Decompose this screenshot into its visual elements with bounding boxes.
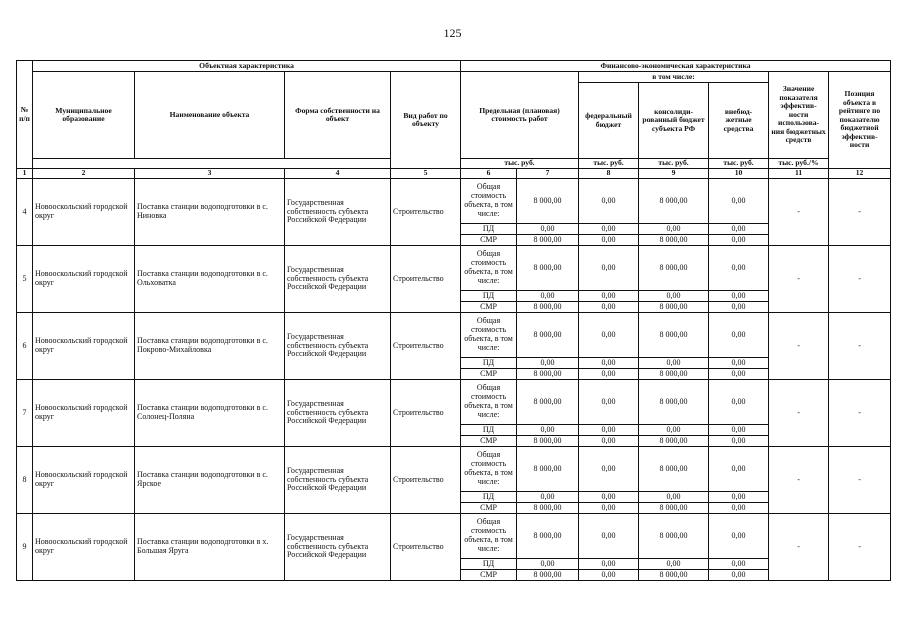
table-row	[17, 447, 891, 492]
row-object-name: Поставка станции водоподготовки в с. Ярское	[135, 447, 285, 514]
row-number: 9	[17, 514, 33, 581]
col-number: 7	[517, 169, 579, 179]
row-extrabudget-value: 0,00	[709, 235, 769, 246]
row-efficiency: -	[769, 246, 829, 313]
row-federal-value: 0,00	[579, 302, 639, 313]
row-extrabudget-value: 0,00	[709, 302, 769, 313]
row-ownership: Государственная собственность субъекта Российской Федерации	[285, 447, 391, 514]
row-cost-label: Общая стоимость объекта, в том числе:	[461, 313, 517, 358]
row-cost-value: 8 000,00	[517, 380, 579, 425]
row-cost-value: 0,00	[517, 358, 579, 369]
row-extrabudget-value: 0,00	[709, 503, 769, 514]
table-row	[17, 313, 891, 358]
row-work-type: Строительство	[391, 246, 461, 313]
row-cost-label: ПД	[461, 358, 517, 369]
row-extrabudget-value: 0,00	[709, 436, 769, 447]
row-federal-value: 0,00	[579, 503, 639, 514]
header-extrabudget: внебюд- жетные средства	[709, 83, 769, 159]
row-cost-value: 8 000,00	[517, 179, 579, 224]
row-federal-value: 0,00	[579, 514, 639, 559]
row-cost-value: 8 000,00	[517, 313, 579, 358]
row-rating: -	[829, 447, 891, 514]
row-cost-value: 8 000,00	[517, 503, 579, 514]
col-number: 12	[829, 169, 891, 179]
row-work-type: Строительство	[391, 179, 461, 246]
row-number: 8	[17, 447, 33, 514]
row-cost-value: 8 000,00	[517, 514, 579, 559]
row-municipality: Новооскольский городской округ	[33, 380, 135, 447]
row-efficiency: -	[769, 179, 829, 246]
row-cost-value: 8 000,00	[517, 235, 579, 246]
row-consolidated-value: 0,00	[639, 492, 709, 503]
row-cost-value: 0,00	[517, 425, 579, 436]
row-federal-value: 0,00	[579, 291, 639, 302]
row-ownership: Государственная собственность субъекта Российской Федерации	[285, 246, 391, 313]
row-municipality: Новооскольский городской округ	[33, 447, 135, 514]
row-cost-value: 8 000,00	[517, 570, 579, 581]
row-consolidated-value: 0,00	[639, 224, 709, 235]
row-consolidated-value: 8 000,00	[639, 179, 709, 224]
row-efficiency: -	[769, 447, 829, 514]
row-municipality: Новооскольский городской округ	[33, 514, 135, 581]
row-federal-value: 0,00	[579, 570, 639, 581]
row-cost-label: СМР	[461, 503, 517, 514]
table-row	[17, 380, 891, 425]
table-row	[17, 514, 891, 559]
row-consolidated-value: 0,00	[639, 358, 709, 369]
header-efficiency: Значение показателя эффектив- ности использова- ния бюджетных средств	[769, 72, 829, 159]
col-number: 3	[135, 169, 285, 179]
row-cost-label: СМР	[461, 570, 517, 581]
page-number: 125	[443, 26, 462, 40]
header-federal: федеральный бюджет	[579, 83, 639, 159]
header-unit-consolidated: тыс. руб.	[639, 159, 709, 169]
col-number: 2	[33, 169, 135, 179]
row-cost-label: ПД	[461, 224, 517, 235]
investment-objects-table	[16, 60, 891, 581]
row-consolidated-value: 8 000,00	[639, 302, 709, 313]
row-cost-value: 8 000,00	[517, 302, 579, 313]
col-number: 10	[709, 169, 769, 179]
row-consolidated-value: 8 000,00	[639, 380, 709, 425]
row-cost-value: 8 000,00	[517, 436, 579, 447]
row-work-type: Строительство	[391, 313, 461, 380]
header-including: в том числе:	[579, 72, 769, 83]
row-federal-value: 0,00	[579, 425, 639, 436]
row-ownership: Государственная собственность субъекта Российской Федерации	[285, 380, 391, 447]
row-object-name: Поставка станции водоподготовки в с. Покрово-Михайловка	[135, 313, 285, 380]
row-municipality: Новооскольский городской округ	[33, 246, 135, 313]
row-cost-label: Общая стоимость объекта, в том числе:	[461, 380, 517, 425]
row-cost-value: 0,00	[517, 559, 579, 570]
row-efficiency: -	[769, 313, 829, 380]
row-consolidated-value: 8 000,00	[639, 246, 709, 291]
row-ownership: Государственная собственность субъекта Российской Федерации	[285, 514, 391, 581]
header-unit-efficiency: тыс. руб./%	[769, 159, 829, 169]
row-extrabudget-value: 0,00	[709, 492, 769, 503]
header-object-name: Наименование объекта	[135, 72, 285, 159]
row-consolidated-value: 8 000,00	[639, 436, 709, 447]
row-consolidated-value: 8 000,00	[639, 369, 709, 380]
row-ownership: Государственная собственность субъекта Российской Федерации	[285, 313, 391, 380]
row-ownership: Государственная собственность субъекта Российской Федерации	[285, 179, 391, 246]
row-extrabudget-value: 0,00	[709, 313, 769, 358]
row-consolidated-value: 8 000,00	[639, 313, 709, 358]
row-federal-value: 0,00	[579, 492, 639, 503]
row-number: 5	[17, 246, 33, 313]
header-finance-group: Финансово-экономическая характеристика	[461, 61, 891, 72]
row-municipality: Новооскольский городской округ	[33, 179, 135, 246]
row-work-type: Строительство	[391, 447, 461, 514]
col-number: 11	[769, 169, 829, 179]
row-consolidated-value: 0,00	[639, 425, 709, 436]
row-object-name: Поставка станции водоподготовки в с. Солонец-Поляна	[135, 380, 285, 447]
header-work-type: Вид работ по объекту	[391, 72, 461, 169]
header-unit-extrabudget: тыс. руб.	[709, 159, 769, 169]
row-cost-label: ПД	[461, 559, 517, 570]
header-rating: Позиция объекта в рейтинге по показателю бюджетной эффектив- ности	[829, 72, 891, 169]
row-extrabudget-value: 0,00	[709, 447, 769, 492]
row-extrabudget-value: 0,00	[709, 224, 769, 235]
col-number: 5	[391, 169, 461, 179]
header-unit-federal: тыс. руб.	[579, 159, 639, 169]
row-work-type: Строительство	[391, 514, 461, 581]
header-municipality: Муниципальное образование	[33, 72, 135, 159]
row-extrabudget-value: 0,00	[709, 358, 769, 369]
row-cost-value: 8 000,00	[517, 246, 579, 291]
row-cost-label: СМР	[461, 369, 517, 380]
row-consolidated-value: 8 000,00	[639, 570, 709, 581]
row-consolidated-value: 8 000,00	[639, 503, 709, 514]
row-rating: -	[829, 179, 891, 246]
row-number: 7	[17, 380, 33, 447]
row-cost-label: Общая стоимость объекта, в том числе:	[461, 179, 517, 224]
row-extrabudget-value: 0,00	[709, 559, 769, 570]
row-extrabudget-value: 0,00	[709, 425, 769, 436]
col-number: 1	[17, 169, 33, 179]
header-num: № п/п	[17, 61, 33, 169]
row-federal-value: 0,00	[579, 559, 639, 570]
row-cost-label: СМР	[461, 235, 517, 246]
row-object-name: Поставка станции водоподготовки в х. Большая Яруга	[135, 514, 285, 581]
row-consolidated-value: 0,00	[639, 291, 709, 302]
row-extrabudget-value: 0,00	[709, 380, 769, 425]
col-number: 8	[579, 169, 639, 179]
row-municipality: Новооскольский городской округ	[33, 313, 135, 380]
header-consolidated: консолиди- рованный бюджет субъекта РФ	[639, 83, 709, 159]
row-cost-value: 8 000,00	[517, 447, 579, 492]
row-cost-label: Общая стоимость объекта, в том числе:	[461, 246, 517, 291]
row-object-name: Поставка станции водоподготовки в с. Ниновка	[135, 179, 285, 246]
row-federal-value: 0,00	[579, 224, 639, 235]
row-work-type: Строительство	[391, 380, 461, 447]
row-rating: -	[829, 313, 891, 380]
row-rating: -	[829, 246, 891, 313]
row-cost-label: ПД	[461, 425, 517, 436]
row-federal-value: 0,00	[579, 246, 639, 291]
row-consolidated-value: 8 000,00	[639, 447, 709, 492]
header-ownership: Форма собственности на объект	[285, 72, 391, 159]
row-object-name: Поставка станции водоподготовки в с. Ольховатка	[135, 246, 285, 313]
row-number: 6	[17, 313, 33, 380]
row-federal-value: 0,00	[579, 179, 639, 224]
row-number: 4	[17, 179, 33, 246]
table-body	[17, 179, 891, 581]
row-cost-value: 8 000,00	[517, 369, 579, 380]
row-federal-value: 0,00	[579, 235, 639, 246]
row-federal-value: 0,00	[579, 313, 639, 358]
row-federal-value: 0,00	[579, 447, 639, 492]
col-number: 4	[285, 169, 391, 179]
row-efficiency: -	[769, 380, 829, 447]
row-consolidated-value: 0,00	[639, 559, 709, 570]
row-cost-label: ПД	[461, 492, 517, 503]
row-extrabudget-value: 0,00	[709, 291, 769, 302]
row-cost-value: 0,00	[517, 492, 579, 503]
row-cost-label: ПД	[461, 291, 517, 302]
row-federal-value: 0,00	[579, 380, 639, 425]
header-cost: Предельная (плановая) стоимость работ	[461, 72, 579, 159]
row-efficiency: -	[769, 514, 829, 581]
row-federal-value: 0,00	[579, 358, 639, 369]
row-federal-value: 0,00	[579, 436, 639, 447]
header-unit-spacer	[33, 159, 391, 169]
row-cost-value: 0,00	[517, 291, 579, 302]
row-extrabudget-value: 0,00	[709, 369, 769, 380]
row-cost-label: Общая стоимость объекта, в том числе:	[461, 514, 517, 559]
table-row	[17, 246, 891, 291]
row-extrabudget-value: 0,00	[709, 570, 769, 581]
col-number: 9	[639, 169, 709, 179]
row-consolidated-value: 8 000,00	[639, 235, 709, 246]
header-unit-cost: тыс. руб.	[461, 159, 579, 169]
row-extrabudget-value: 0,00	[709, 514, 769, 559]
row-cost-label: СМР	[461, 436, 517, 447]
row-rating: -	[829, 514, 891, 581]
row-cost-value: 0,00	[517, 224, 579, 235]
row-extrabudget-value: 0,00	[709, 246, 769, 291]
table-row	[17, 179, 891, 224]
row-consolidated-value: 8 000,00	[639, 514, 709, 559]
row-rating: -	[829, 380, 891, 447]
row-cost-label: СМР	[461, 302, 517, 313]
row-extrabudget-value: 0,00	[709, 179, 769, 224]
row-federal-value: 0,00	[579, 369, 639, 380]
header-object-group: Объектная характеристика	[33, 61, 461, 72]
row-cost-label: Общая стоимость объекта, в том числе:	[461, 447, 517, 492]
col-number: 6	[461, 169, 517, 179]
